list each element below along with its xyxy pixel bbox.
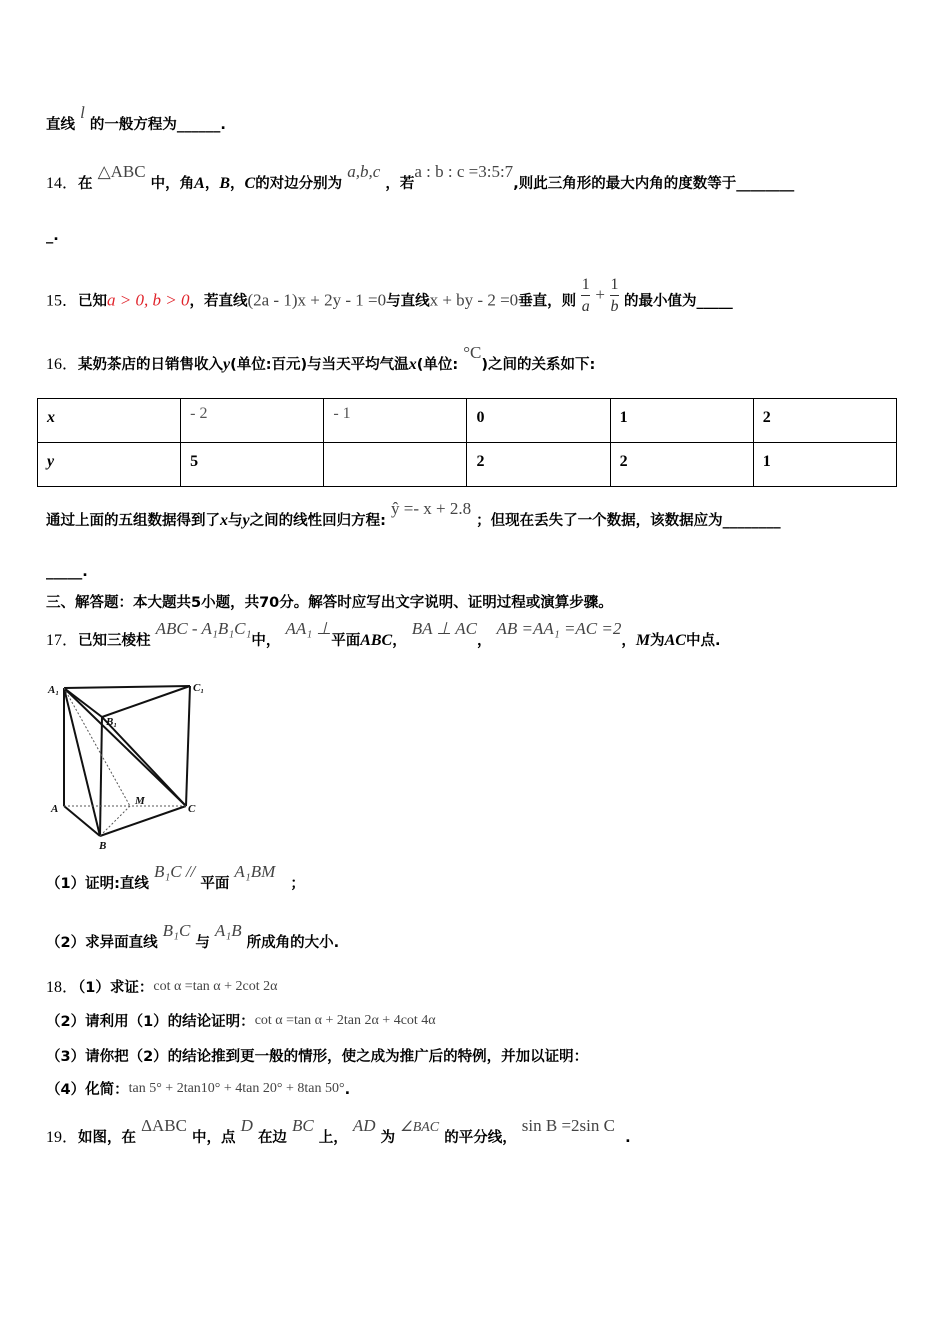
table-cell: x [38,399,181,443]
q17-part1 [46,862,305,894]
question-number: 16． [46,356,79,373]
question-number: 14． [46,175,79,192]
text: （2）请利用（1）的结论证明： [46,1014,255,1030]
question-19 [46,1116,631,1149]
table-row [38,443,897,487]
text: ， [476,633,492,649]
text: 在 [78,176,93,192]
section-heading: 三、解答题：本大题共5小题，共70分。解答时应写出文字说明、证明过程或演算步骤。 [46,595,613,611]
text: 平面 [331,633,361,649]
answer-blank-cont: _____. [46,564,88,580]
table-cell: - 1 [324,399,467,443]
question-17 [46,619,721,651]
math: A₁B [214,921,242,940]
table-cell: 2 [610,443,753,487]
edge-a1c [64,688,186,806]
text: x [220,512,228,529]
math: D [240,1116,253,1135]
q18-part4 [46,1080,350,1101]
q13-tail [46,103,226,135]
question-number: 18． [46,979,79,996]
table-cell [324,443,467,487]
text: (单位:百元)与当天平均气温 [230,357,409,373]
label-m: M [135,795,145,807]
answer-blank: ________ [722,513,781,529]
text: 的一般方程为 [89,117,177,133]
text: 中，点 [192,1130,236,1146]
label-b1: B₁ [106,716,118,728]
table-cell: 1 [610,399,753,443]
math: x + by - 2 =0 [429,290,519,310]
text: 垂直，则 [518,293,577,310]
text: 在边 [257,1130,287,1146]
text: 的最小值为 [624,293,697,310]
text: 已知三棱柱 [78,633,151,649]
text: y [242,512,250,529]
text: ABC [360,632,393,649]
edge-cc1 [186,686,190,806]
q18-part3: （3）请你把（2）的结论推到更一般的情形，使之成为推广后的特例，并加以证明： [46,1049,589,1065]
q18-part2 [46,1012,436,1033]
regression-line [46,499,781,531]
text: . [220,117,226,133]
text: 已知 [78,293,108,310]
table-cell: - 2 [181,399,324,443]
text: 中点. [685,633,721,649]
math: B₁C // [153,862,196,881]
text: ，若直线 [189,293,248,310]
math: + [595,284,605,304]
table-cell: 5 [181,443,324,487]
math: BA ⊥ AC [411,619,477,638]
math: a : b : c =3:5:7 [414,162,514,181]
math: AA₁ ⊥ [285,619,332,638]
question-14 [46,162,795,194]
math: tan 5° + 2tan10° + 4tan 20° + 8tan 50° [128,1081,345,1096]
math: ΔABC [141,1116,187,1135]
text: 为 [650,633,665,649]
numerator: 1 [610,276,619,293]
math: (2a - 1)x + 2y - 1 =0 [247,290,387,310]
fraction [581,276,590,315]
text: 与 [228,513,243,529]
math: △ABC [97,162,146,181]
edge-b1c [102,717,186,806]
table-row [38,399,897,443]
text: （1）证明:直线 [46,876,149,892]
text: ， [621,633,636,649]
text: (单位: [416,357,459,373]
table-cell: 0 [467,399,610,443]
math: ∠BAC [400,1120,440,1135]
denominator: b [610,298,619,315]
text: 通过上面的五组数据得到了 [46,513,220,529]
data-table [37,398,897,487]
table-cell: y [38,443,181,487]
text: 之间的线性回归方程: [249,513,386,529]
label-a: A [51,803,59,815]
math: B₁C [162,921,191,940]
text: 所成角的大小. [246,935,340,951]
table-cell: 2 [753,399,896,443]
text: 中， [251,633,281,649]
edge-a1m-hidden [64,688,130,806]
question-number: 15． [46,292,79,310]
text: 如图，在 [78,1130,137,1146]
text: ；但现在丢失了一个数据，该数据应为 [476,513,723,529]
label-c1: C₁ [193,682,205,694]
text: B [219,175,231,192]
answer-blank: _____ [696,293,733,310]
fraction [610,276,619,315]
math: ŷ =- x + 2.8 [390,499,472,518]
text: 某奶茶店的日销售收入 [78,357,224,373]
text: （2）求异面直线 [46,935,158,951]
question-number: 17． [46,632,79,649]
answer-blank-cont: _. [46,228,59,244]
math-l: l [80,103,85,122]
math-unit: °C [463,343,482,362]
text: AC [664,632,686,649]
text: 的平分线， [444,1130,517,1146]
text: 的对边分别为 [255,176,343,192]
text: 上， [318,1130,348,1146]
text: ， [392,633,407,649]
math: AB =AA₁ =AC =2 [496,619,622,638]
math: ABC - A₁B₁C₁ [155,619,252,638]
math: a > 0, b > 0 [107,290,190,310]
text: 中，角 [150,176,195,192]
text: . [625,1130,631,1146]
text: C [244,175,256,192]
math: a,b,c [347,162,381,181]
q17-part2 [46,921,340,953]
numerator: 1 [581,276,590,293]
table-cell: 2 [467,443,610,487]
text: 与直线 [386,293,430,310]
edge-bc [100,806,186,836]
prism-figure [40,675,210,855]
text: . [344,1082,351,1098]
text: （4）化简： [46,1082,129,1098]
text: 直线 [46,117,75,133]
text: （1）求证： [78,980,154,996]
text: y [223,356,231,373]
answer-blank: ________ [736,176,795,192]
text: M [635,632,651,649]
math: cot α =tan α + 2cot 2α [153,979,278,994]
question-number: 19． [46,1129,79,1146]
text: 平面 [200,876,230,892]
text: 与 [195,935,210,951]
label-a1: A₁ [48,684,60,696]
answer-blank: ______ [176,117,221,133]
edge-a1c1 [64,686,190,688]
text: x [408,356,417,373]
math: cot α =tan α + 2tan 2α + 4cot 4α [254,1013,436,1028]
edge-bb1 [100,717,102,836]
text: A [194,175,205,192]
q18-part1 [46,978,277,999]
text: )之间的关系如下: [481,357,596,373]
text: ， [204,176,220,192]
text: ， [230,176,245,192]
question-15 [46,276,733,321]
label-c: C [188,803,196,815]
text: ，若 [385,176,415,192]
text: ； [290,876,305,892]
math: A₁BM [234,862,276,881]
math: AD [352,1116,376,1135]
math: sin B =2sin C [521,1116,615,1135]
label-b: B [99,840,107,852]
question-16 [46,343,596,375]
text: 为 [380,1130,396,1146]
text: ,则此三角形的最大内角的度数等于 [513,176,737,192]
denominator: a [581,298,590,315]
edge-b1c1 [102,686,190,717]
math: BC [292,1116,314,1135]
table-cell: 1 [753,443,896,487]
